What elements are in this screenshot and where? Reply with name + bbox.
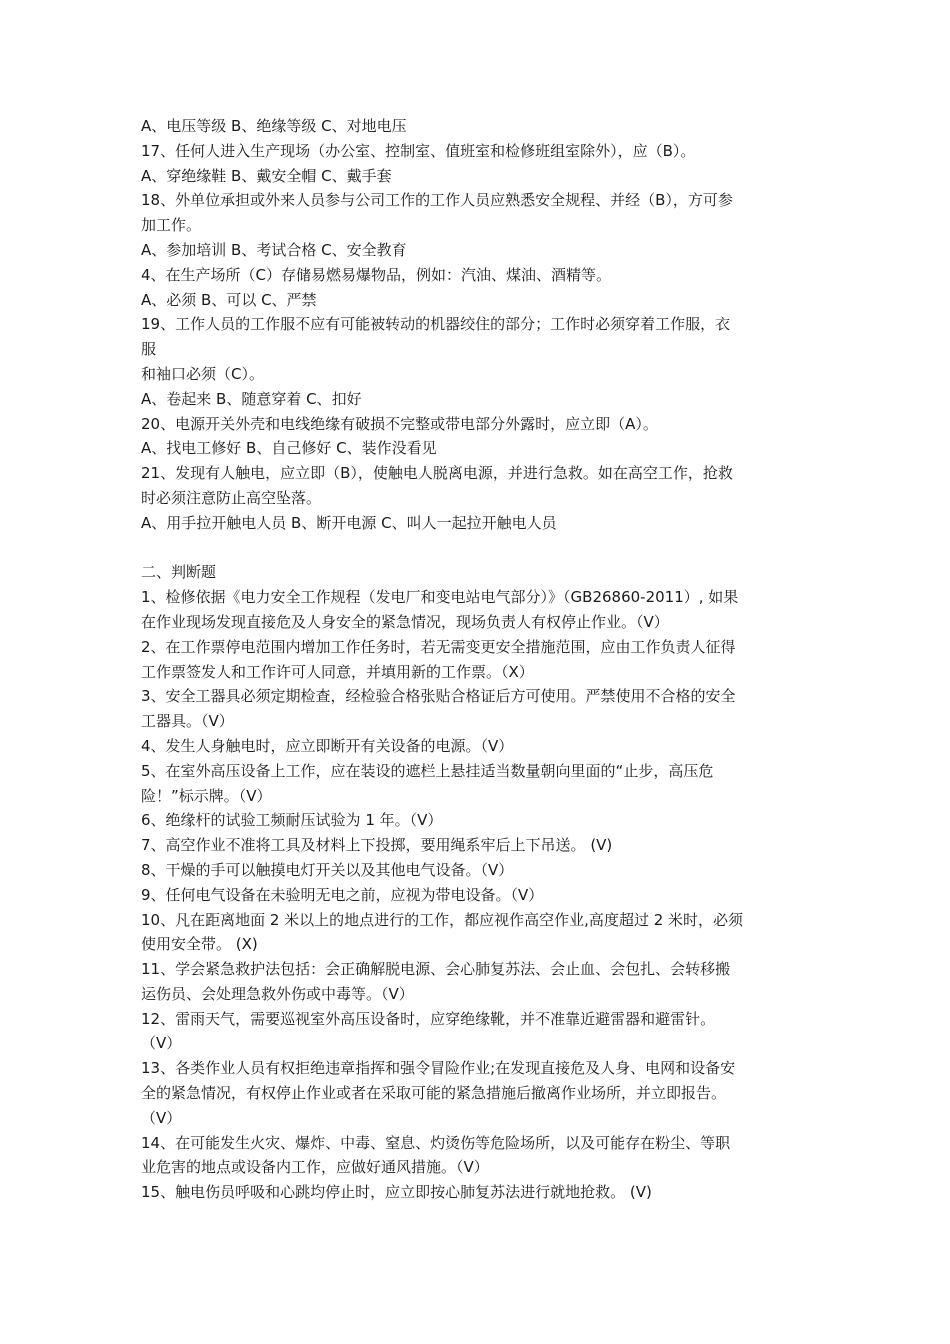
text-line: 在作业现场发现直接危及人身安全的紧急情况，现场负责人有权停止作业。（V）	[141, 612, 669, 631]
text-line: 加工作。	[141, 216, 202, 235]
text-line: 13、各类作业人员有权拒绝违章指挥和强令冒险作业;在发现直接危及人身、电网和设备安	[141, 1059, 736, 1078]
text-line: A、穿绝缘鞋 B、戴安全帽 C、戴手套	[141, 166, 392, 185]
text-line: （V）	[141, 1034, 182, 1053]
blank-line	[141, 536, 821, 561]
text-line: 4、在生产场所（C）存储易燃易爆物品，例如：汽油、煤油、酒精等。	[141, 265, 612, 284]
text-line: 14、在可能发生火灾、爆炸、中毒、窒息、灼烫伤等危险场所，以及可能存在粉尘、等职	[141, 1133, 731, 1152]
text-line: 4、发生人身触电时，应立即断开有关设备的电源。（V）	[141, 736, 514, 755]
text-line: A、找电工修好 B、自己修好 C、装作没看见	[141, 439, 437, 458]
text-line: 19、工作人员的工作服不应有可能被转动的机器绞住的部分；工作时必须穿着工作服，衣	[141, 315, 731, 334]
text-line: 6、绝缘杆的试验工频耐压试验为 1 年。（V）	[141, 811, 443, 830]
text-line: （V）	[141, 1108, 182, 1127]
text-line: 使用安全带。 (X)	[141, 935, 258, 954]
text-line: 运伤员、会处理急救外伤或中毒等。（V）	[141, 984, 414, 1003]
text-line: 9、任何电气设备在未验明无电之前，应视为带电设备。（V）	[141, 885, 544, 904]
text-line: 工作票签发人和工作许可人同意，并填用新的工作票。（X）	[141, 662, 534, 681]
text-line: 20、电源开关外壳和电线绝缘有破损不完整或带电部分外露时，应立即（A）。	[141, 414, 658, 433]
text-line: 工器具。（V）	[141, 712, 234, 731]
text-line: 8、干燥的手可以触摸电灯开关以及其他电气设备。（V）	[141, 860, 514, 879]
text-line: 17、任何人进入生产现场（办公室、控制室、值班室和检修班组室除外），应（B）。	[141, 141, 696, 160]
text-line: 10、凡在距离地面 2 米以上的地点进行的工作，都应视作高空作业,高度超过 2 米时，必须	[141, 910, 744, 929]
text-line: 时必须注意防止高空坠落。	[141, 488, 322, 507]
text-line: 险！”标示牌。（V）	[141, 786, 272, 805]
text-line: 全的紧急情况，有权停止作业或者在采取可能的紧急措施后撤离作业场所，并立即报告。	[141, 1084, 727, 1103]
text-line: 和袖口必须（C）。	[141, 364, 264, 383]
text-line: 2、在工作票停电范围内增加工作任务时，若无需变更安全措施范围，应由工作负责人征得	[141, 637, 736, 656]
text-line: A、卷起来 B、随意穿着 C、扣好	[141, 389, 362, 408]
text-line: 21、发现有人触电，应立即（B），使触电人脱离电源，并进行急救。如在高空工作，抢救	[141, 464, 733, 483]
text-line: A、用手拉开触电人员 B、断开电源 C、叫人一起拉开触电人员	[141, 513, 557, 532]
text-line: 15、触电伤员呼吸和心跳均停止时，应立即按心肺复苏法进行就地抢救。 (V)	[141, 1183, 652, 1202]
text-line: 二、判断题	[141, 563, 217, 582]
text-line: 服	[141, 340, 157, 359]
text-line: 18、外单位承担或外来人员参与公司工作的工作人员应熟悉安全规程、并经（B），方可参	[141, 191, 733, 210]
text-line: 1、检修依据《电力安全工作规程（发电厂和变电站电气部分）》（GB26860-2011）, 如果	[141, 588, 739, 607]
text-line: 3、安全工器具必须定期检查，经检验合格张贴合格证后方可使用。严禁使用不合格的安全	[141, 687, 736, 706]
text-line: 7、高空作业不准将工具及材料上下投掷，要用绳系牢后上下吊送。 (V)	[141, 836, 613, 855]
text-line: A、必须 B、可以 C、严禁	[141, 290, 317, 309]
text-line: 12、雷雨天气，需要巡视室外高压设备时，应穿绝缘靴，并不准靠近避雷器和避雷针。	[141, 1009, 716, 1028]
text-line: 5、在室外高压设备上工作，应在装设的遮栏上悬挂适当数量朝向里面的“止步，高压危	[141, 761, 714, 780]
text-line: A、参加培训 B、考试合格 C、安全教育	[141, 240, 407, 259]
text-line: 11、学会紧急救护法包括：会正确解脱电源、会心肺复苏法、会止血、会包扎、会转移搬	[141, 960, 731, 979]
document-body	[141, 114, 821, 1205]
text-line: 业危害的地点或设备内工作，应做好通风措施。（V）	[141, 1158, 489, 1177]
text-line: A、电压等级 B、绝缘等级 C、对地电压	[141, 117, 407, 135]
